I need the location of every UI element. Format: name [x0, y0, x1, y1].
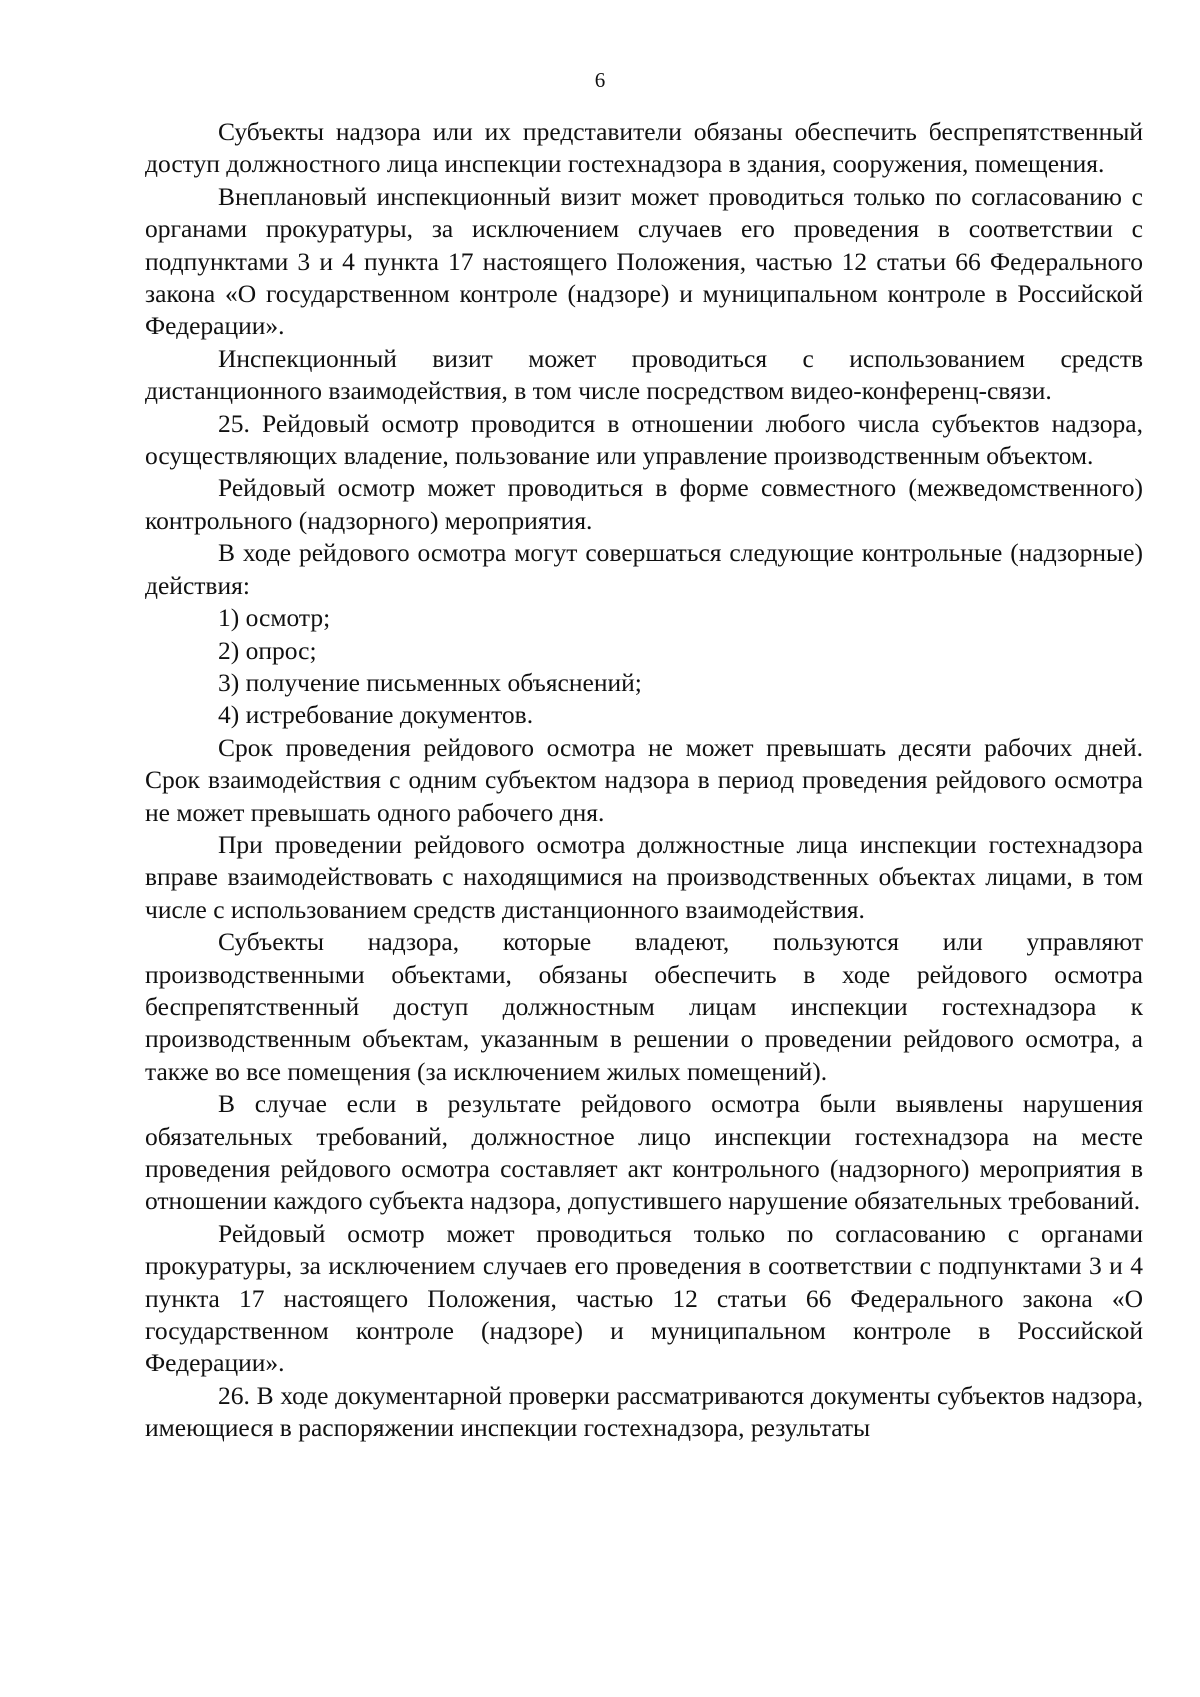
- paragraph-joint-inspection: Рейдовый осмотр может проводиться в форме совместного (межведомственного) контрольного (надзорного) мероприятия.: [145, 473, 1143, 535]
- paragraph-owner-obligations: Субъекты надзора, которые владеют, пользуются или управляют производственными объектами, обязаны обеспечить в ходе рейдового осмотра беспрепятственный доступ должностным лицам инспекции гостехнадзора к производственным объектам, указанным в решении о проведении рейдового осмотра, а также во все помещения (за исключением жилых помещений).: [145, 927, 1143, 1086]
- list-item-inspection: 1) осмотр;: [218, 603, 331, 633]
- paragraph-item-25: 25. Рейдовый осмотр проводится в отношении любого числа субъектов надзора, осуществляющих владение, пользование или управление производственным объектом.: [145, 408, 1143, 471]
- page-number: 6: [594, 68, 606, 92]
- paragraph-violations-act: В случае если в результате рейдового осмотра были выявлены нарушения обязательных требований, должностное лицо инспекции гостехнадзора на месте проведения рейдового осмотра составляет акт контрольного (надзорного) мероприятия в отношении каждого субъекта надзора, допустившего нарушение обязательных требований.: [145, 1089, 1143, 1216]
- paragraph-unscheduled-visit: Внеплановый инспекционный визит может проводиться только по согласованию с органами прокуратуры, за исключением случаев его проведения в соответствии с подпунктами 3 и 4 пункта 17 настоящего Положения, частью 12 статьи 66 Федерального закона «О государственном контроле (надзоре) и муниципальном контроле в Российской Федерации».: [145, 181, 1143, 341]
- document-body: [145, 116, 1143, 1445]
- paragraph-remote-visit: Инспекционный визит может проводиться с использованием средств дистанционного взаимодействия, в том числе посредством видео-конференц-связи.: [145, 343, 1143, 406]
- paragraph-actions-intro: В ходе рейдового осмотра могут совершаться следующие контрольные (надзорные) действия:: [145, 538, 1143, 600]
- paragraph-item-26: 26. В ходе документарной проверки рассматриваются документы субъектов надзора, имеющиеся в распоряжении инспекции гостехнадзора, результаты: [145, 1380, 1143, 1443]
- list-item-documents: 4) истребование документов.: [218, 700, 534, 730]
- paragraph-duration: Срок проведения рейдового осмотра не может превышать десяти рабочих дней. Срок взаимодействия с одним субъектом надзора в период проведения рейдового осмотра не может превышать одного рабочего дня.: [145, 732, 1143, 827]
- list-item-explanations: 3) получение письменных объяснений;: [218, 667, 642, 697]
- paragraph-interaction: При проведении рейдового осмотра должностные лица инспекции гостехнадзора вправе взаимодействовать с находящимися на производственных объектах лицами, в том числе с использованием средств дистанционного взаимодействия.: [145, 829, 1143, 924]
- paragraph-raid-approval: Рейдовый осмотр может проводиться только по согласованию с органами прокуратуры, за исключением случаев его проведения в соответствии с подпунктами 3 и 4 пункта 17 настоящего Положения, частью 12 статьи 66 Федерального закона «О государственном контроле (надзоре) и муниципальном контроле в Российской Федерации».: [145, 1218, 1143, 1378]
- list-item-survey: 2) опрос;: [218, 635, 317, 665]
- paragraph-subjects-access: Субъекты надзора или их представители обязаны обеспечить беспрепятственный доступ должностного лица инспекции гостехнадзора в здания, сооружения, помещения.: [145, 117, 1143, 179]
